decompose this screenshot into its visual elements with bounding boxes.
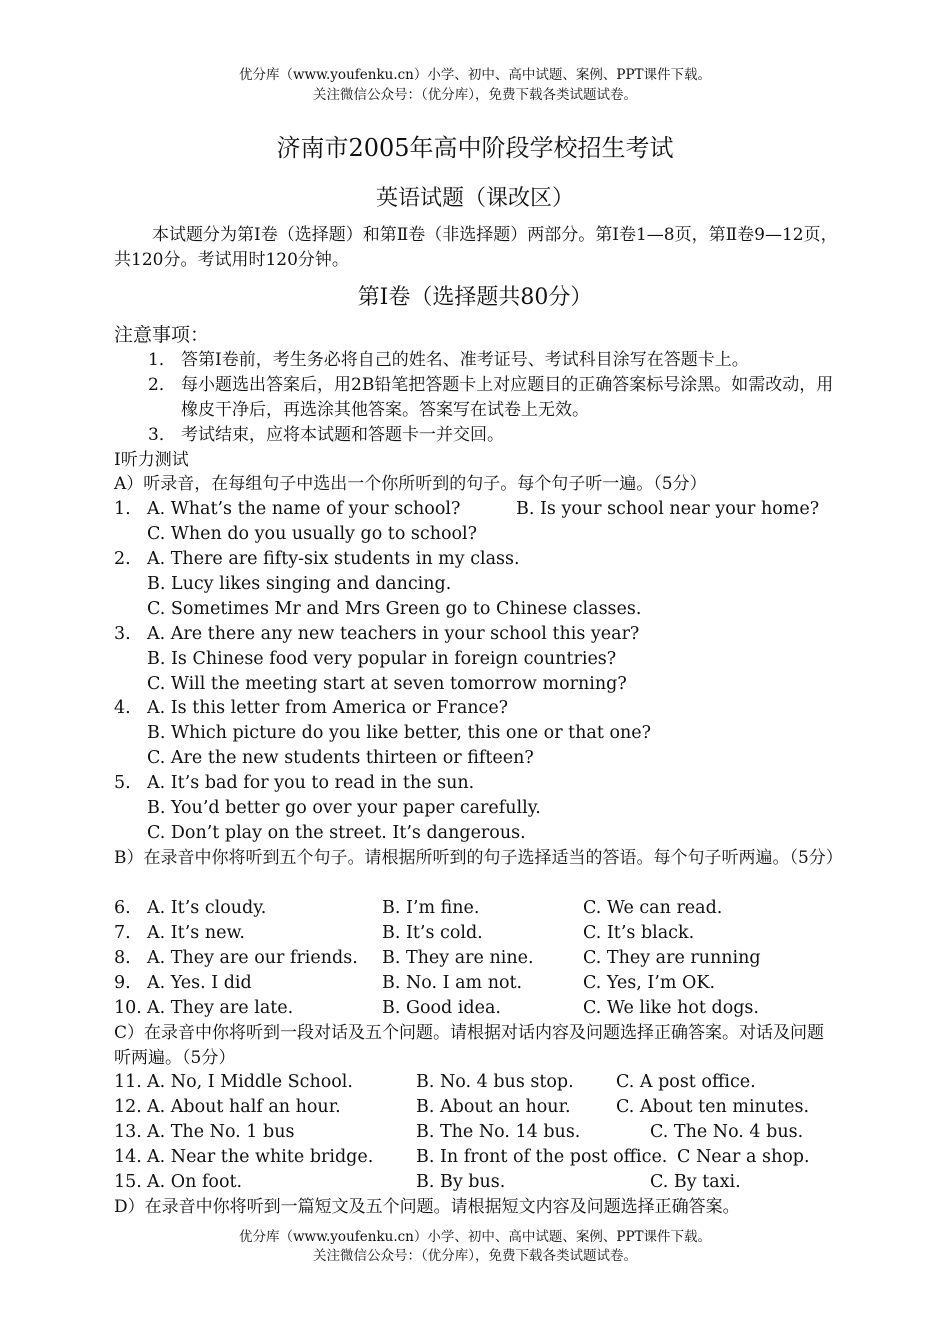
option-b: B. Lucy likes singing and dancing. <box>147 574 452 594</box>
part-d-instruction: D）在录音中你将听到一篇短文及五个问题。请根据短文内容及问题选择正确答案。 <box>114 1197 740 1217</box>
option-b: B. Good idea. <box>382 998 501 1018</box>
note-text: 考试结束，应将本试题和答题卡一并交回。 <box>181 425 504 445</box>
note-text: 每小题选出答案后，用2B铅笔把答题卡上对应题目的正确答案标号涂黑。如需改动，用橡皮干净后，再选涂其他答案。答案写在试卷上无效。 <box>181 375 834 420</box>
note-text: 答第Ⅰ卷前，考生务必将自己的姓名、准考证号、考试科目涂写在答题卡上。 <box>181 350 749 370</box>
option-a: A. On foot. <box>147 1172 243 1192</box>
part-b-instruction: B）在录音中你将听到五个句子。请根据所听到的句子选择适当的答语。每个句子听两遍。（5分） <box>114 848 843 868</box>
option-b: B. Which picture do you like better, this one or that one? <box>147 723 651 743</box>
option-c: C. The No. 4 bus. <box>650 1122 804 1142</box>
option-b: B. It’s cold. <box>382 923 483 943</box>
option-c: C. A post office. <box>616 1072 756 1092</box>
option-b: B. About an hour. <box>416 1097 571 1117</box>
option-c: C. About ten minutes. <box>616 1097 810 1117</box>
option-a: A. Near the white bridge. <box>147 1147 374 1167</box>
option-b: B. Is Chinese food very popular in foreign countries? <box>147 649 617 669</box>
option-b: B. No. 4 bus stop. <box>416 1072 574 1092</box>
question-number: 8. <box>114 948 131 968</box>
footer-line-2: 关注微信公众号：（优分库），免费下载各类试题试卷。 <box>313 1248 637 1264</box>
question-number: 9. <box>114 973 131 993</box>
option-a: A. What’s the name of your school? <box>147 499 461 519</box>
note-item <box>148 373 840 423</box>
section-title: 第Ⅰ卷（选择题共80分） <box>357 285 593 310</box>
question-number: 12. <box>114 1097 142 1117</box>
option-b: B. Is your school near your home? <box>516 499 820 519</box>
question-number: 7. <box>114 923 131 943</box>
header-line-2: 关注微信公众号：（优分库），免费下载各类试题试卷。 <box>313 87 637 103</box>
option-c: C. It’s black. <box>583 923 695 943</box>
option-c: C. Will the meeting start at seven tomorrow morning? <box>147 674 627 694</box>
note-number: 2． <box>148 375 176 395</box>
question-number: 4. <box>114 698 131 718</box>
note-item <box>148 423 840 448</box>
question-number: 13. <box>114 1122 142 1142</box>
option-a: A. They are late. <box>147 998 294 1018</box>
question-number: 11. <box>114 1072 142 1092</box>
option-b: B. They are nine. <box>382 948 534 968</box>
part-a-instruction: A）听录音，在每组句子中选出一个你所听到的句子。每个句子听一遍。（5分） <box>114 474 707 494</box>
option-b: B. I’m fine. <box>382 898 480 918</box>
option-c: C. Yes, I’m OK. <box>583 973 716 993</box>
option-c: C. By taxi. <box>650 1172 741 1192</box>
question-number: 10. <box>114 998 142 1018</box>
note-number: 1． <box>148 350 176 370</box>
question-number: 15. <box>114 1172 142 1192</box>
option-c: C. They are running <box>583 948 761 968</box>
part-c-instruction: C）在录音中你将听到一段对话及五个问题。请根据对话内容及问题选择正确答案。对话及问题听两遍。（5分） <box>114 1023 825 1068</box>
option-a: A. Is this letter from America or France? <box>147 698 509 718</box>
option-b: B. The No. 14 bus. <box>416 1122 581 1142</box>
option-c: C. We can read. <box>583 898 723 918</box>
note-number: 3． <box>148 425 176 445</box>
option-a: A. It’s cloudy. <box>147 898 267 918</box>
note-item <box>148 348 840 373</box>
question-number: 6. <box>114 898 131 918</box>
footer-line-1: 优分库（www.youfenku.cn）小学、初中、高中试题、案例、PPT课件下载。 <box>238 1229 712 1245</box>
page-title: 济南市2005年高中阶段学校招生考试 <box>276 134 674 162</box>
option-a: A. Are there any new teachers in your school this year? <box>147 624 640 644</box>
option-a: A. It’s new. <box>147 923 245 943</box>
part-title: Ⅰ听力测试 <box>114 450 189 470</box>
option-c: C. Are the new students thirteen or fifteen? <box>147 748 534 768</box>
option-b: B. You’d better go over your paper carefully. <box>147 798 541 818</box>
intro-text: 本试题分为第Ⅰ卷（选择题）和第Ⅱ卷（非选择题）两部分。第Ⅰ卷1—8页，第Ⅱ卷9—12页，共120分。考试用时120分钟。 <box>114 225 838 270</box>
option-c: C Near a shop. <box>677 1147 810 1167</box>
option-a: A. The No. 1 bus <box>147 1122 295 1142</box>
option-a: A. It’s bad for you to read in the sun. <box>147 773 475 793</box>
option-b: B. No. I am not. <box>382 973 523 993</box>
option-c: C. We like hot dogs. <box>583 998 759 1018</box>
intro-paragraph <box>114 223 839 273</box>
question-number: 14. <box>114 1147 142 1167</box>
option-c: C. When do you usually go to school? <box>147 524 478 544</box>
option-b: B. By bus. <box>416 1172 506 1192</box>
question-number: 5. <box>114 773 131 793</box>
question-number: 2. <box>114 549 131 569</box>
option-a: A. There are fifty-six students in my class. <box>147 549 520 569</box>
option-a: A. About half an hour. <box>147 1097 341 1117</box>
option-a: A. They are our friends. <box>147 948 358 968</box>
notes-title: 注意事项： <box>114 324 210 346</box>
option-c: C. Don’t play on the street. It’s dangerous. <box>147 823 526 843</box>
option-c: C. Sometimes Mr and Mrs Green go to Chinese classes. <box>147 599 642 619</box>
question-number: 1. <box>114 499 131 519</box>
page-subtitle: 英语试题（课改区） <box>375 186 574 211</box>
header-line-1: 优分库（www.youfenku.cn）小学、初中、高中试题、案例、PPT课件下载。 <box>238 67 712 83</box>
option-b: B. In front of the post office. <box>416 1147 668 1167</box>
option-a: A. Yes. I did <box>147 973 252 993</box>
option-a: A. No, I Middle School. <box>147 1072 353 1092</box>
question-number: 3. <box>114 624 131 644</box>
